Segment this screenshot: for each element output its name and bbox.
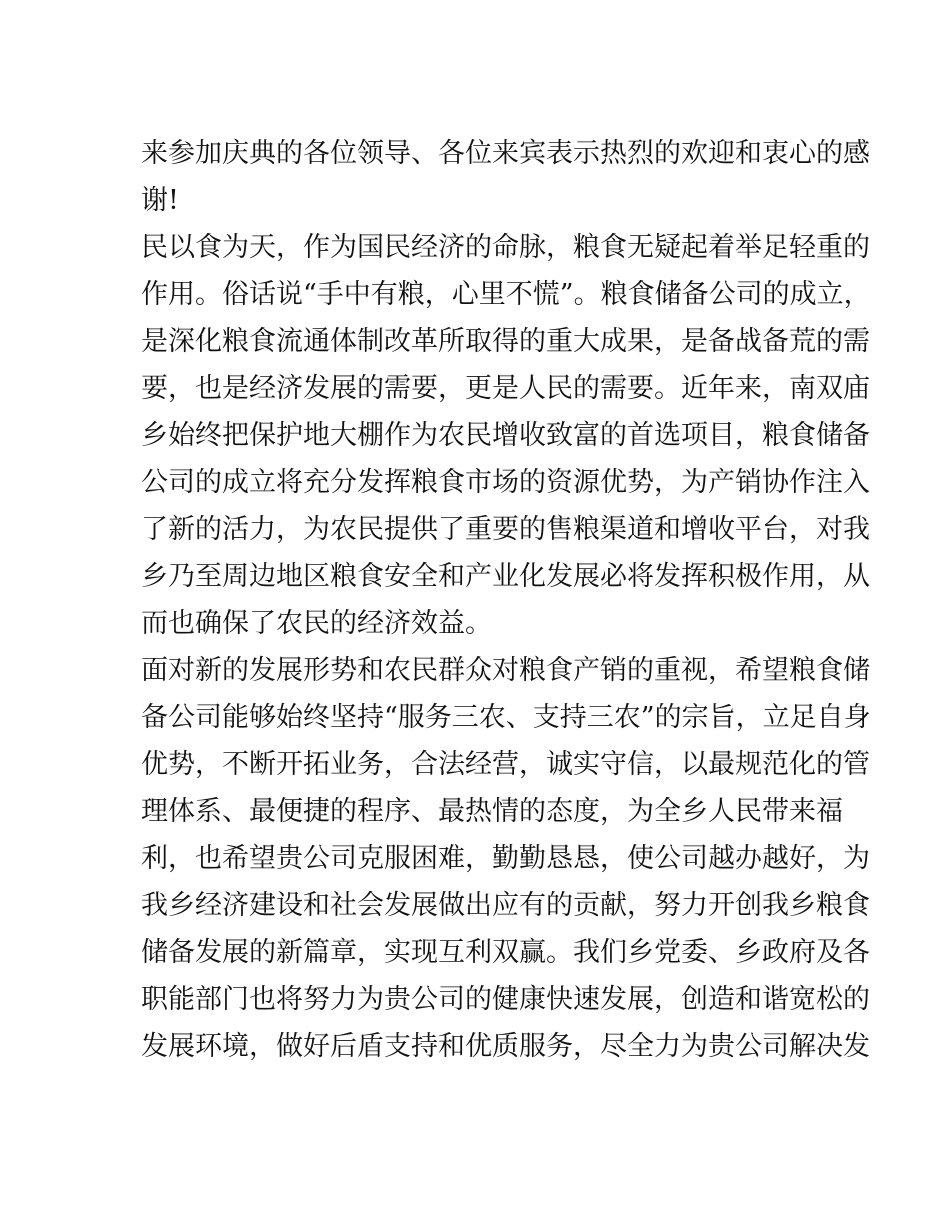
text-line: 而也确保了农民的经济效益。 — [141, 608, 492, 639]
text-line: 储备发展的新篇章，实现互利双赢。我们乡党委、乡政府及各 — [141, 937, 870, 968]
text-line: 职能部门也将努力为贵公司的健康快速发展，创造和谐宽松的 — [141, 984, 870, 1015]
text-line: 优势，不断开拓业务，合法经营，诚实守信，以最规范化的管 — [141, 749, 870, 780]
text-line: 乡始终把保护地大棚作为农民增收致富的首选项目，粮食储备 — [141, 420, 870, 451]
text-line: 备公司能够始终坚持“服务三农、支持三农”的宗旨，立足自身 — [141, 702, 871, 733]
text-line: 利，也希望贵公司克服困难，勤勤恳恳，使公司越办越好，为 — [141, 843, 870, 874]
text-line: 理体系、最便捷的程序、最热情的态度，为全乡人民带来福 — [141, 796, 843, 827]
text-line: 了新的活力，为农民提供了重要的售粮渠道和增收平台，对我 — [141, 514, 870, 545]
text-line: 我乡经济建设和社会发展做出应有的贡献，努力开创我乡粮食 — [141, 890, 870, 921]
text-line: 要，也是经济发展的需要，更是人民的需要。近年来，南双庙 — [141, 373, 870, 404]
text-line: 公司的成立将充分发挥粮食市场的资源优势，为产销协作注入 — [141, 467, 870, 498]
text-line: 来参加庆典的各位领导、各位来宾表示热烈的欢迎和衷心的感 — [141, 138, 870, 169]
text-line: 面对新的发展形势和农民群众对粮食产销的重视，希望粮食储 — [141, 655, 870, 686]
text-line: 民以食为天，作为国民经济的命脉，粮食无疑起着举足轻重的 — [141, 232, 870, 263]
text-line: 作用。俗话说“手中有粮，心里不慌”。粮食储备公司的成立， — [141, 279, 871, 310]
text-line: 是深化粮食流通体制改革所取得的重大成果，是备战备荒的需 — [141, 326, 870, 357]
paragraph-2 — [141, 224, 871, 647]
paragraph-1 — [141, 130, 870, 224]
text-line: 发展环境，做好后盾支持和优质服务，尽全力为贵公司解决发 — [141, 1031, 870, 1062]
text-line: 乡乃至周边地区粮食安全和产业化发展必将发挥积极作用，从 — [141, 561, 870, 592]
paragraph-3 — [141, 647, 871, 1070]
text-line: 谢! — [141, 185, 179, 216]
document-body — [141, 130, 871, 1070]
